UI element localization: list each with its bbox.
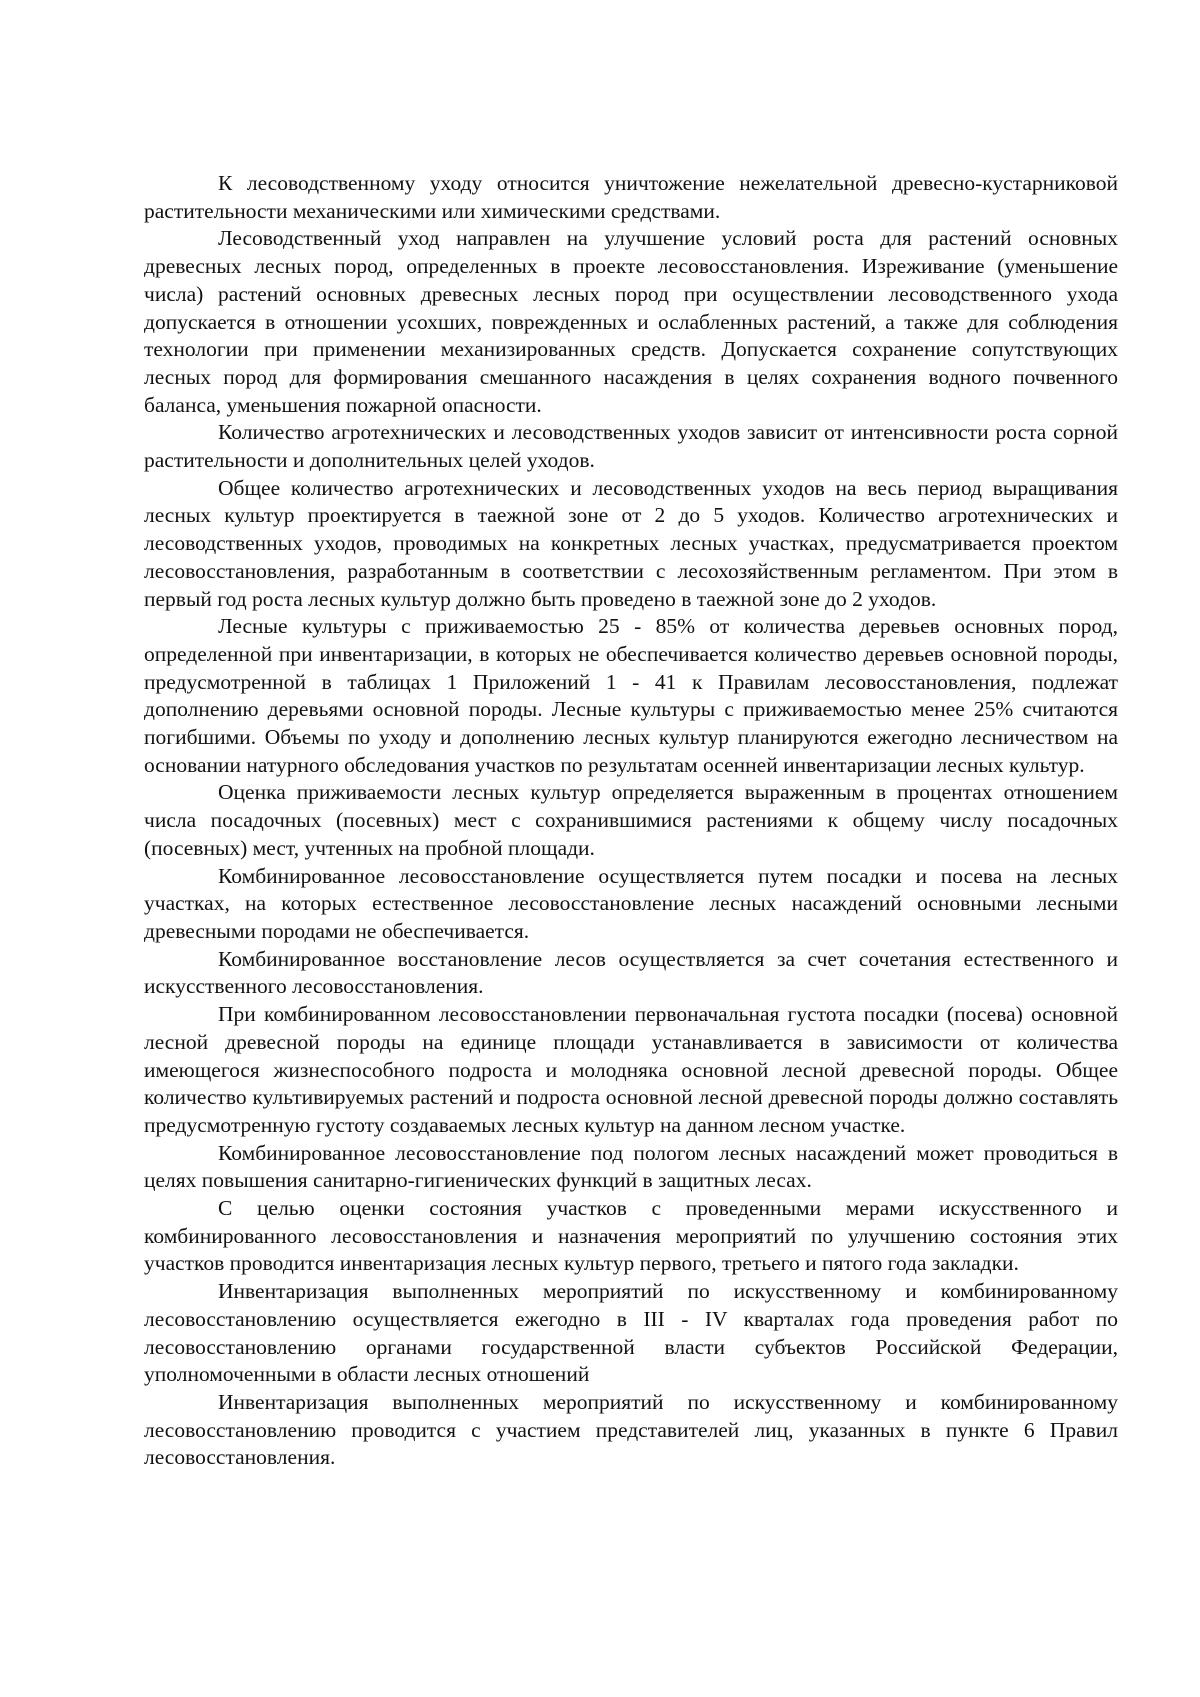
paragraph-3: Количество агротехнических и лесоводственных уходов зависит от интенсивности роста сорной растительности и дополнительных целей уходов. <box>144 420 1118 473</box>
paragraph-1: К лесоводственному уходу относится уничтожение нежелательной древесно-кустарниковой растительности механическими или химическими средствами. <box>144 171 1118 223</box>
document-page <box>144 170 1118 1472</box>
paragraph-12: Инвентаризация выполненных мероприятий по искусственному и комбинированному лесовосстановлению осуществляется ежегодно в III - IV кварталах года проведения работ по лесовосстановлению органами государственной власти субъектов Российской Федерации, уполномоченными в области лесных отношений <box>144 1279 1118 1387</box>
paragraph-13: Инвентаризация выполненных мероприятий по искусственному и комбинированному лесовосстановлению проводится с участием представителей лиц, указанных в пункте 6 Правил лесовосстановления. <box>144 1389 1118 1470</box>
paragraph-10: Комбинированное лесовосстановление под пологом лесных насаждений может проводиться в целях повышения санитарно-гигиенических функций в защитных лесах. <box>144 1140 1118 1193</box>
paragraph-9: При комбинированном лесовосстановлении первоначальная густота посадки (посева) основной лесной древесной породы на единице площади устанавливается в зависимости от количества имеющегося жизнеспособного подроста и молодняка основной лесной древесной породы. Общее количество культивируемых растений и подроста основной лесной древесной породы должно составлять предусмотренную густоту создаваемых лесных культур на данном лесном участке. <box>144 1002 1118 1137</box>
paragraph-7: Комбинированное лесовосстановление осуществляется путем посадки и посева на лесных участках, на которых естественное лесовосстановление лесных насаждений основными лесными древесными породами не обеспечивается. <box>144 863 1118 943</box>
paragraph-2: Лесоводственный уход направлен на улучшение условий роста для растений основных древесных лесных пород, определенных в проекте лесовосстановления. Изреживание (уменьшение числа) растений основных древесных лесных пород при осуществлении лесоводственного ухода допускается в отношении усохших, поврежденных и ослабленных растений, а также для соблюдения технологии при применении механизированных средств. Допускается сохранение сопутствующих лесных пород для формирования смешанного насаждения в целях сохранения водного почвенного баланса, уменьшения пожарной опасности. <box>144 226 1118 417</box>
paragraph-4: Общее количество агротехнических и лесоводственных уходов на весь период выращивания лесных культур проектируется в таежной зоне от 2 до 5 уходов. Количество агротехнических и лесоводственных уходов, проводимых на конкретных лесных участках, предусматривается проектом лесовосстановления, разработанным в соответствии с лесохозяйственным регламентом. При этом в первый год роста лесных культур должно быть проведено в таежной зоне до 2 уходов. <box>144 475 1118 611</box>
paragraph-11: С целью оценки состояния участков с проведенными мерами искусственного и комбинированного лесовосстановления и назначения мероприятий по улучшению состояния этих участков проводится инвентаризация лесных культур первого, третьего и пятого года закладки. <box>144 1196 1118 1276</box>
paragraph-6: Оценка приживаемости лесных культур определяется выраженным в процентах отношением числа посадочных (посевных) мест с сохранившимися растениями к общему числу посадочных (посевных) мест, учтенных на пробной площади. <box>144 780 1118 860</box>
paragraph-5: Лесные культуры с приживаемостью 25 - 85% от количества деревьев основных пород, определенной при инвентаризации, в которых не обеспечивается количество деревьев основной породы, предусмотренной в таблицах 1 Приложений 1 - 41 к Правилам лесовосстановления, подлежат дополнению деревьями основной породы. Лесные культуры с приживаемостью менее 25% считаются погибшими. Объемы по уходу и дополнению лесных культур планируются ежегодно лесничеством на основании натурного обследования участков по результатам осенней инвентаризации лесных культур. <box>144 614 1118 777</box>
paragraph-8: Комбинированное восстановление лесов осуществляется за счет сочетания естественного и искусственного лесовосстановления. <box>144 946 1118 999</box>
